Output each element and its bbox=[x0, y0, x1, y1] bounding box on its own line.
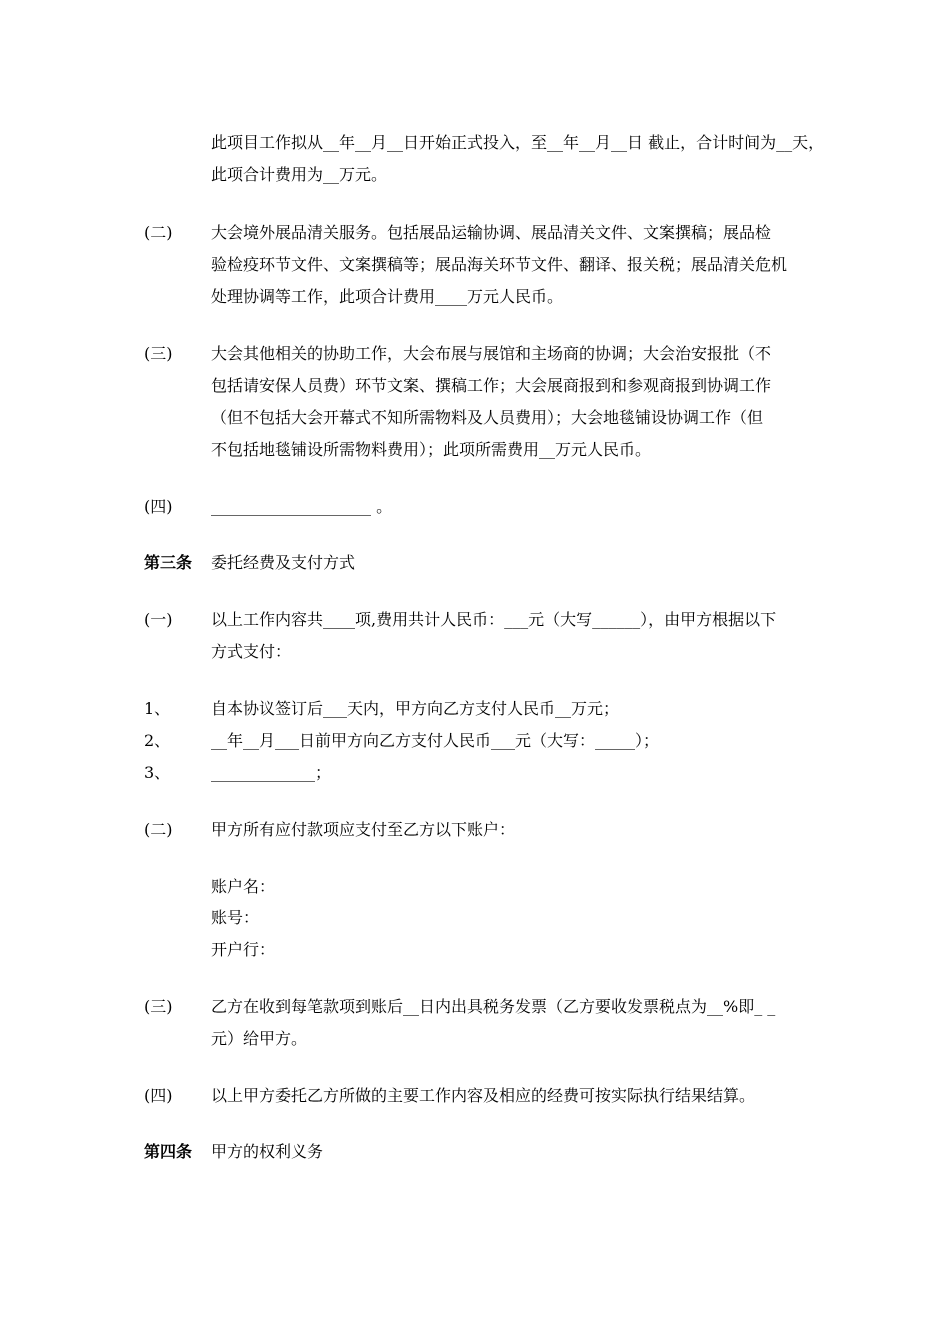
item-2-line-3: 处理协调等工作，此项合计费用____万元人民币。 bbox=[211, 287, 564, 306]
account-name-label: 账户名： bbox=[211, 877, 276, 896]
a3-item-1-line-1: 以上工作内容共____项,费用共计人民币：___元（大写______），由甲方根据以下 bbox=[211, 610, 777, 629]
payment-2-text: __年__月___日前甲方向乙方支付人民币___元（大写：_____）； bbox=[211, 731, 660, 750]
intro-line-1: 此项目工作拟从__年__月__日开始正式投入，至__年__月__日 截止，合计时间为__天， bbox=[211, 133, 825, 152]
item-4-text: ____________________ 。 bbox=[211, 497, 393, 516]
account-bank-label: 开户行： bbox=[211, 940, 276, 959]
item-3-number: (三) bbox=[144, 344, 173, 363]
item-4-number: (四) bbox=[144, 497, 173, 516]
payment-3-number: 3、 bbox=[144, 763, 171, 782]
payment-1-number: 1、 bbox=[144, 699, 171, 718]
article-4-title: 甲方的权利义务 bbox=[211, 1142, 324, 1161]
item-2-number: (二) bbox=[144, 223, 173, 242]
a3-item-4-text: 以上甲方委托乙方所做的主要工作内容及相应的经费可按实际执行结果结算。 bbox=[211, 1086, 756, 1105]
a3-item-3-line-1: 乙方在收到每笔款项到账后__日内出具税务发票（乙方要收发票税点为__%即_ _ bbox=[211, 997, 776, 1016]
item-3-line-4: 不包括地毯铺设所需物料费用）；此项所需费用__万元人民币。 bbox=[211, 440, 652, 459]
item-2-line-1: 大会境外展品清关服务。包括展品运输协调、展品清关文件、文案撰稿；展品检 bbox=[211, 223, 772, 242]
intro-line-2: 此项合计费用为__万元。 bbox=[211, 165, 388, 184]
account-number-label: 账号： bbox=[211, 908, 260, 927]
item-2-line-2: 验检疫环节文件、文案撰稿等；展品海关环节文件、翻译、报关税；展品清关危机 bbox=[211, 255, 788, 274]
a3-item-2-number: (二) bbox=[144, 820, 173, 839]
article-4-label: 第四条 bbox=[144, 1142, 193, 1161]
article-3-title: 委托经费及支付方式 bbox=[211, 553, 356, 572]
item-3-line-2: 包括请安保人员费）环节文案、撰稿工作；大会展商报到和参观商报到协调工作 bbox=[211, 376, 772, 395]
a3-item-3-number: (三) bbox=[144, 997, 173, 1016]
a3-item-3-line-2: 元）给甲方。 bbox=[211, 1029, 308, 1048]
a3-item-1-number: (一) bbox=[144, 610, 173, 629]
a3-item-2-text: 甲方所有应付款项应支付至乙方以下账户： bbox=[211, 820, 516, 839]
payment-2-number: 2、 bbox=[144, 731, 171, 750]
a3-item-4-number: (四) bbox=[144, 1086, 173, 1105]
a3-item-1-line-2: 方式支付： bbox=[211, 642, 292, 661]
payment-3-text: _____________； bbox=[211, 763, 332, 782]
item-3-line-1: 大会其他相关的协助工作，大会布展与展馆和主场商的协调；大会治安报批（不 bbox=[211, 344, 772, 363]
item-3-line-3: （但不包括大会开幕式不知所需物料及人员费用）；大会地毯铺设协调工作（但 bbox=[211, 408, 764, 427]
article-3-label: 第三条 bbox=[144, 553, 193, 572]
payment-1-text: 自本协议签订后___天内，甲方向乙方支付人民币__万元； bbox=[211, 699, 620, 718]
